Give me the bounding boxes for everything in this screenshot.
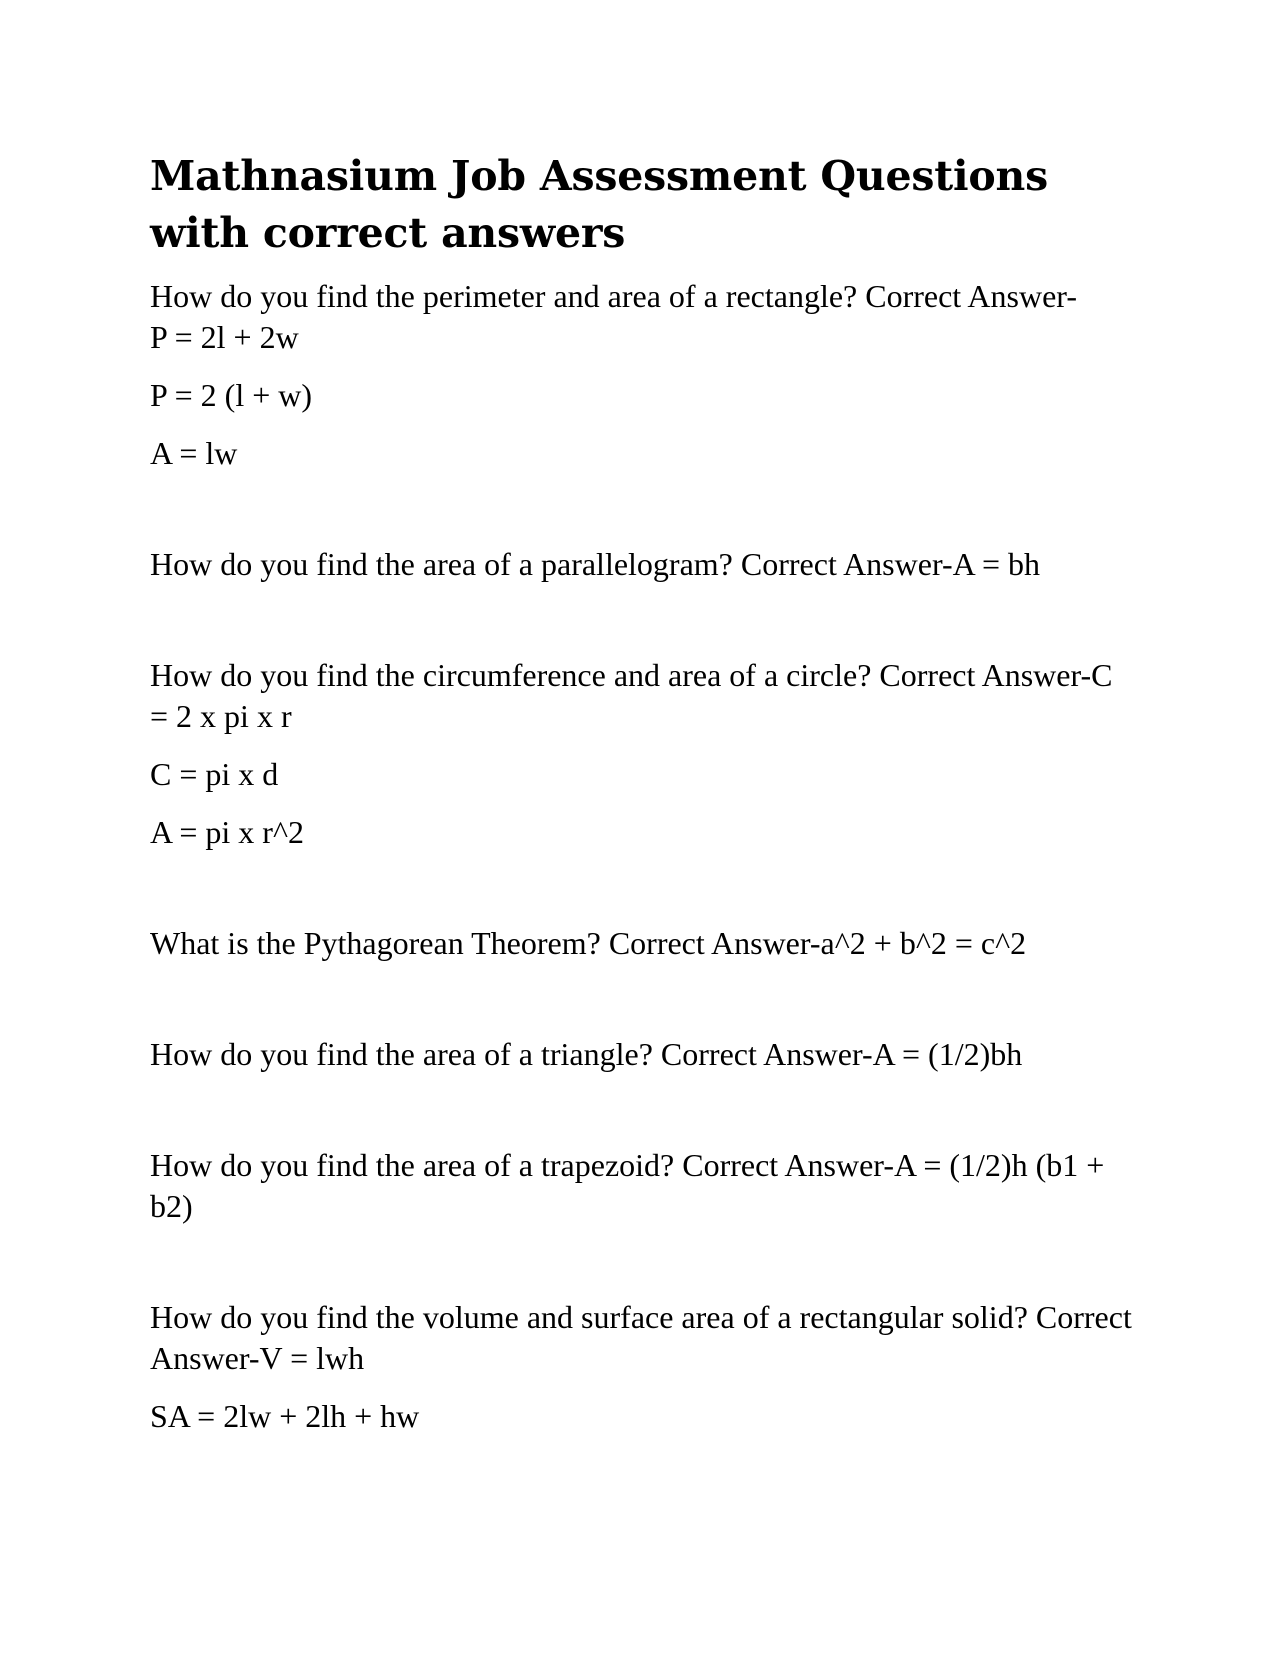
answer-prefix: Correct Answer- <box>660 1036 873 1072</box>
answer-prefix: Correct Answer- <box>865 278 1077 314</box>
question: How do you find the circumference and area of a circle? <box>150 657 872 693</box>
document-title: Mathnasium Job Assessment Questions with correct answers <box>150 152 1049 257</box>
question-text <box>150 1145 1135 1227</box>
answer-prefix: Correct Answer- <box>879 657 1092 693</box>
qa-item <box>150 1297 1139 1437</box>
question-text <box>150 1297 1139 1379</box>
question-text <box>150 1034 1135 1075</box>
answer-line: V = lwh <box>259 1340 365 1376</box>
question: How do you find the area of a triangle? <box>150 1036 653 1072</box>
question: How do you find the perimeter and area of a rectangle? <box>150 278 858 314</box>
qa-item <box>150 544 1135 585</box>
qa-item <box>150 923 1135 964</box>
document-page <box>150 148 1139 1437</box>
qa-item <box>150 1145 1135 1227</box>
answer-line: A = lw <box>150 435 238 471</box>
answer-line: a^2 + b^2 = c^2 <box>820 925 1027 961</box>
answer-line: A = pi x r^2 <box>150 814 304 850</box>
answer-line: A = (1/2)h (b1 + b2) <box>150 1147 1113 1224</box>
qa-item <box>150 655 1135 853</box>
answer-prefix: Correct Answer- <box>608 925 821 961</box>
answer-line: P = 2 (l + w) <box>150 377 313 413</box>
qa-item <box>150 276 1135 474</box>
answer-prefix: Correct Answer- <box>740 546 953 582</box>
answer-line: C = pi x d <box>150 756 279 792</box>
qa-item <box>150 1034 1135 1075</box>
answer-line: A = bh <box>952 546 1040 582</box>
question-text <box>150 544 1135 585</box>
question-text <box>150 655 1135 737</box>
question-text <box>150 923 1135 964</box>
question: How do you find the area of a trapezoid? <box>150 1147 675 1183</box>
answer-prefix: Correct Answer- <box>682 1147 894 1183</box>
answer-line: SA = 2lw + 2lh + hw <box>150 1398 420 1434</box>
question: How do you find the volume and surface area of a rectangular solid? <box>150 1299 1028 1335</box>
answer-line: C = 2 x pi x r <box>150 657 1121 734</box>
question: What is the Pythagorean Theorem? <box>150 925 601 961</box>
answer-line: A = (1/2)bh <box>872 1036 1023 1072</box>
answer-prefix: Correct Answer- <box>150 1299 1139 1376</box>
question-text <box>150 276 1135 358</box>
question: How do you find the area of a parallelogram? <box>150 546 733 582</box>
answer-line: P = 2l + 2w <box>150 319 299 355</box>
